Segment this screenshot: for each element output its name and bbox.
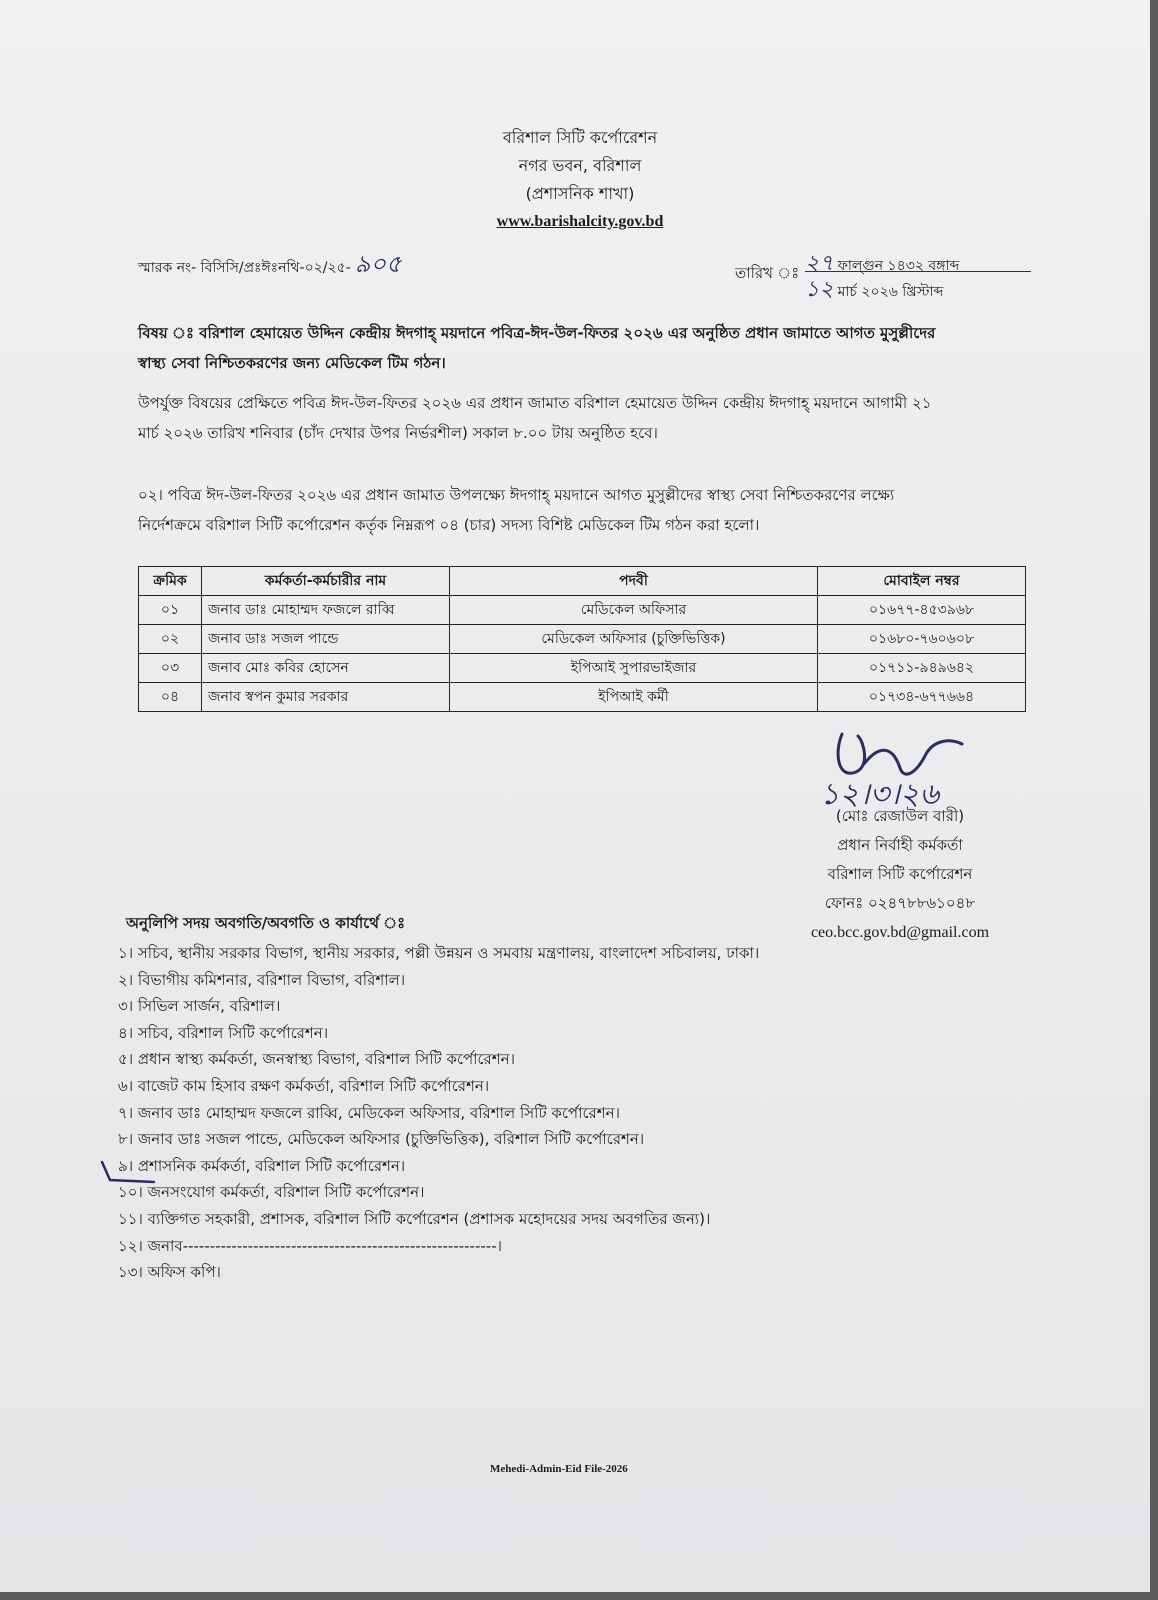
paragraph-1-line-1: উপর্যুক্ত বিষয়ের প্রেক্ষিতে পবিত্র ঈদ-উল-ফিতর ২০২৬ এর প্রধান জামাত বরিশাল হেমায়েত উদ্দিন কেন্দ্রীয় ঈদগাহ্ ময়দানে আগামী ২১ (138, 394, 932, 412)
header-designation: পদবী (450, 567, 818, 596)
paragraph-2-line-1: ০২। পবিত্র ঈদ-উল-ফিতর ২০২৬ এর প্রধান জামাত উপলক্ষ্যে ঈদগাহ্ ময়দানে আগত মুসুল্লীদের স্বাস্থ্য সেবা নিশ্চিতকরণের লক্ষ্যে (138, 486, 895, 504)
subject-line-2: স্বাস্থ্য সেবা নিশ্চিতকরণের জন্য মেডিকেল টিম গঠন। (138, 354, 446, 372)
row-serial: ০৪ (139, 683, 202, 712)
website-link[interactable]: www.barishalcity.gov.bd (496, 213, 664, 230)
table-row (139, 625, 1026, 654)
row-designation: ইপিআই সুপারভাইজার (450, 654, 818, 683)
row-designation: মেডিকেল অফিসার (চুক্তিভিত্তিক) (450, 625, 818, 654)
row-serial: ০২ (139, 625, 202, 654)
row-designation: মেডিকেল অফিসার (450, 596, 818, 625)
table-row (139, 654, 1026, 683)
header-mobile: মোবাইল নম্বর (818, 567, 1026, 596)
paragraph-2 (138, 480, 1038, 540)
file-footer: Mehedi-Admin-Eid File-2026 (490, 1463, 628, 1475)
row-mobile: ০১৭১১-৯৪৯৬৪২ (818, 654, 1026, 683)
row-mobile: ০১৬৭৭-৪৫৩৯৬৮ (818, 596, 1026, 625)
row-mobile: ০১৭৩৪-৬৭৭৬৬৪ (818, 683, 1026, 712)
paragraph-1-line-2: মার্চ ২০২৬ তারিখ শনিবার (চাঁদ দেখার উপর নির্ভরশীল) সকাল ৮.০০ টায় অনুষ্ঠিত হবে। (138, 424, 658, 442)
signatory-org: বরিশাল সিটি কর্পোরেশন (827, 865, 973, 883)
org-name: বরিশাল সিটি কর্পোরেশন (502, 128, 658, 147)
header-name: কর্মকর্তা-কর্মচারীর নাম (202, 567, 450, 596)
copies-title: অনুলিপি সদয় অবগতি/অবগতি ও কার্যার্থে ঃ (126, 914, 406, 932)
list-item: ১৩। অফিস কপি। (118, 1263, 221, 1282)
date-label: তারিখ ঃ (735, 264, 800, 282)
row-name: জনাব ডাঃ মোহাম্মদ ফজলে রাব্বি (202, 596, 450, 625)
row-mobile: ০১৬৮০-৭৬০৬০৮ (818, 625, 1026, 654)
signatory-email[interactable]: ceo.bcc.gov.bd@gmail.com (810, 924, 990, 941)
list-item: ৭। জনাব ডাঃ মোহাম্মদ ফজলে রাব্বি, মেডিকেল অফিসার, বরিশাল সিটি কর্পোরেশন। (118, 1103, 620, 1122)
row-name: জনাব ডাঃ সজল পান্ডে (202, 625, 450, 654)
gregorian-date-rest: মার্চ ২০২৬ খ্রিস্টাব্দ (837, 284, 944, 300)
list-item: ৫। প্রধান স্বাস্থ্য কর্মকর্তা, জনস্বাস্থ্য বিভাগ, বরিশাল সিটি কর্পোরেশন। (118, 1050, 515, 1069)
paragraph-1 (138, 388, 1038, 448)
handwritten-tick-mark (96, 1158, 156, 1188)
row-serial: ০৩ (139, 654, 202, 683)
row-designation: ইপিআই কর্মী (450, 683, 818, 712)
row-serial: ০১ (139, 596, 202, 625)
signatory-title: প্রধান নির্বাহী কর্মকর্তা (837, 836, 963, 854)
table-header-row (139, 567, 1026, 596)
medical-team-table (138, 566, 1026, 712)
bangla-date-rest: ফাল্গুন ১৪৩২ বঙ্গাব্দ (837, 258, 960, 274)
subject (138, 318, 1038, 378)
signatory-name: (মোঃ রেজাউল বারী) (835, 807, 965, 825)
signature-date-handwritten: ১২।৩।২৬ (820, 777, 939, 812)
list-item: ২। বিভাগীয় কমিশনার, বরিশাল বিভাগ, বরিশাল। (118, 970, 406, 989)
gregorian-date (805, 272, 943, 309)
list-item: ১২। জনাব----------------------------------------------------------। (118, 1236, 502, 1255)
memo-handwritten-number: ৯০৫ (354, 250, 402, 278)
row-name: জনাব স্বপন কুমার সরকার (202, 683, 450, 712)
signatory-phone: ফোনঃ ০২৪৭৮৮৬১০৪৮ (824, 894, 976, 912)
date-block (735, 246, 1035, 302)
list-item: ১০। জনসংযোগ কর্মকর্তা, বরিশাল সিটি কর্পোরেশন। (118, 1183, 425, 1202)
table-row (139, 683, 1026, 712)
memo-number (138, 246, 402, 286)
letterhead (430, 124, 730, 236)
org-address: নগর ভবন, বরিশাল (518, 156, 642, 175)
signatory-block (780, 802, 1020, 947)
subject-line-1: বিষয় ঃ বরিশাল হেমায়েত উদ্দিন কেন্দ্রীয় ঈদগাহ্ ময়দানে পবিত্র-ঈদ-উল-ফিতর ২০২৬ এর অনুষ্ঠিত প্রধান জামাতে আগত মুসুল্লীদের (138, 324, 936, 342)
branch-name: (প্রশাসনিক শাখা) (525, 184, 635, 203)
header-serial: ক্রমিক (139, 567, 202, 596)
bangla-day-handwritten: ২৭ (805, 251, 834, 276)
gregorian-day-handwritten: ১২ (805, 277, 834, 302)
list-item: ১১। ব্যক্তিগত সহকারী, প্রশাসক, বরিশাল সিটি কর্পোরেশন (প্রশাসক মহোদয়ের সদয় অবগতির জন্য)। (118, 1209, 711, 1228)
list-item: ৯। প্রশাসনিক কর্মকর্তা, বরিশাল সিটি কর্পোরেশন। (118, 1156, 406, 1175)
memo-prefix: স্মারক নং- বিসিসি/প্রঃঈঃনথি-০২/২৫- (138, 260, 351, 276)
paragraph-2-line-2: নির্দেশক্রমে বরিশাল সিটি কর্পোরেশন কর্তৃক নিম্নরূপ ০৪ (চার) সদস্য বিশিষ্ট মেডিকেল টিম গঠন করা হলো। (138, 516, 760, 534)
row-name: জনাব মোঃ কবির হোসেন (202, 654, 450, 683)
list-item: ৩। সিভিল সার্জন, বরিশাল। (118, 997, 281, 1016)
list-item: ৮। জনাব ডাঃ সজল পান্ডে, মেডিকেল অফিসার (চুক্তিভিত্তিক), বরিশাল সিটি কর্পোরেশন। (118, 1130, 645, 1149)
table-row (139, 596, 1026, 625)
list-item: ৬। বাজেট কাম হিসাব রক্ষণ কর্মকর্তা, বরিশাল সিটি কর্পোরেশন। (118, 1076, 490, 1095)
list-item: ১। সচিব, স্থানীয় সরকার বিভাগ, স্থানীয় সরকার, পল্লী উন্নয়ন ও সমবায় মন্ত্রণালয়, বাংলাদেশ সচিবালয়, ঢাকা। (118, 944, 760, 962)
list-item: ৪। সচিব, বরিশাল সিটি কর্পোরেশন। (118, 1023, 329, 1042)
copies-list (118, 940, 759, 1286)
